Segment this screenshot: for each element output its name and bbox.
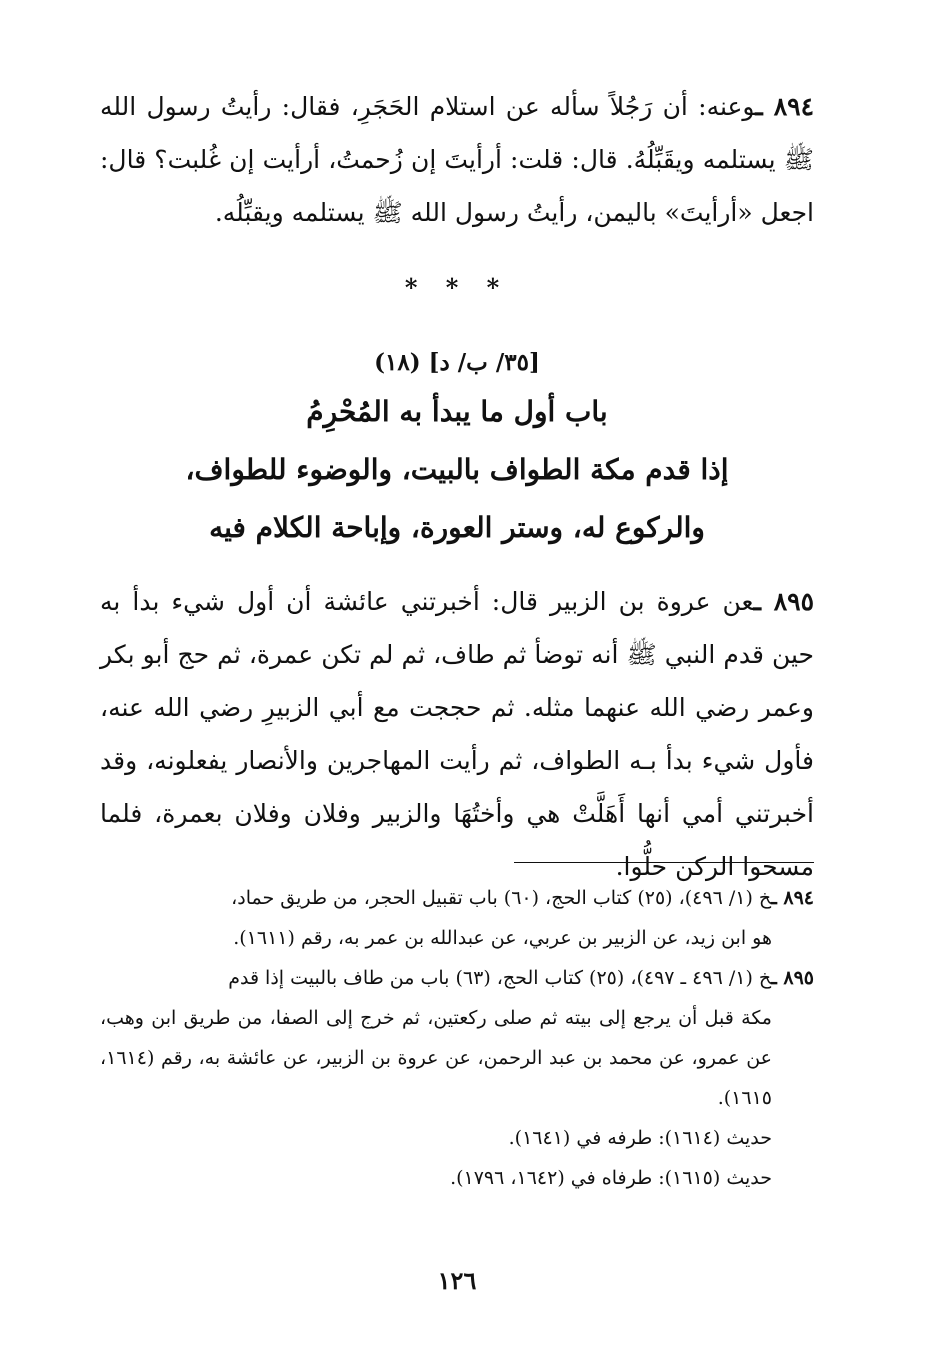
- footnote-head-text: خ (١/ ٤٩٦)، (٢٥) كتاب الحج، (٦٠) باب تقبيل الحجر، من طريق حماد،: [231, 887, 772, 909]
- page-number: ١٢٦: [437, 1266, 477, 1295]
- sub-note-1614: حديث (١٦١٤): طرفه في (١٦٤١).: [508, 1127, 772, 1149]
- hadith-number: ٨٩٥ ـ: [753, 587, 815, 616]
- hadith-number: ٨٩٤ ـ: [755, 92, 815, 121]
- footnote-continuation: هو ابن زيد، عن الزبير بن عربي، عن عبدالله بن عمر به، رقم (١٦١١).: [233, 927, 772, 949]
- footnote-head-text: خ (١/ ٤٩٦ ـ ٤٩٧)، (٢٥) كتاب الحج، (٦٣) باب من طاف بالبيت إذا قدم: [228, 967, 772, 989]
- sub-note-1615: حديث (١٦١٥): طرفاه في (١٦٤٢، ١٧٩٦).: [450, 1167, 772, 1189]
- chapter-title-line-3: والركوع له، وستر العورة، وإباحة الكلام فيه: [209, 511, 705, 544]
- hadith-895: [100, 575, 814, 893]
- chapter-title-line-1: باب أول ما يبدأ به المُحْرِمُ: [306, 395, 608, 428]
- hadith-text: عن عروة بن الزبير قال: أخبرتني عائشة أن أول شيء بدأ به حين قدم النبي ﷺ أنه توضأ ثم طاف، ثم لم تكن عمرة، ثم حج أبو بكر وعمر رضي الله عنهما مثله. ثم حججت مع أبي الزبيرِ رضي الله عنه، فأول شيء بدأ بـه الطواف، ثم رأيت المهاجرين والأنصار يفعلونه، وقد أخبرتني أمي أنها أَهَلَّتْ هي وأختُهَا والزبير وفلان وفلان بعمرة، فلما مسحوا الركن حلُّوا.: [100, 587, 814, 881]
- hadith-text: وعنه: أن رَجُلاً سأله عن استلام الحَجَرِ، فقال: رأيتُ رسول الله ﷺ يستلمه ويقَبِّلُهُ. قال: قلت: أرأيتَ إن زُحمتُ، أرأيت إن غُلبت؟ قال: اجعل «أرأيتَ» باليمن، رأيتُ رسول الله ﷺ يستلمه ويقبِّلُه.: [100, 92, 814, 227]
- chapter-heading: [100, 343, 814, 557]
- footnote-continuation: مكة قبل أن يرجع إلى بيته ثم صلى ركعتين، ثم خرج إلى الصفا، من طريق ابن وهب، عن عمرو، عن محمد بن عبد الرحمن، عن عروة بن الزبير، عن عائشة به، رقم (١٦١٤، ١٦١٥).: [100, 1007, 772, 1109]
- footnote-number: ٨٩٤ ـ: [771, 887, 814, 909]
- footnote-head: [100, 878, 814, 918]
- hadith-894: [100, 80, 814, 239]
- book-page: [100, 80, 814, 1340]
- footnote-number: ٨٩٥ ـ: [771, 967, 814, 989]
- section-separator: * * *: [404, 273, 510, 302]
- footnote-895: [100, 958, 814, 1118]
- chapter-title-line-2: إذا قدم مكة الطواف بالبيت، والوضوء للطواف،: [185, 453, 729, 486]
- footnote-head: [100, 958, 814, 998]
- footnote-divider: [514, 862, 814, 863]
- footnote-894: [100, 878, 814, 958]
- footnotes: [100, 878, 814, 1198]
- chapter-reference: [٣٥/ ب/ د] (١٨): [374, 349, 540, 376]
